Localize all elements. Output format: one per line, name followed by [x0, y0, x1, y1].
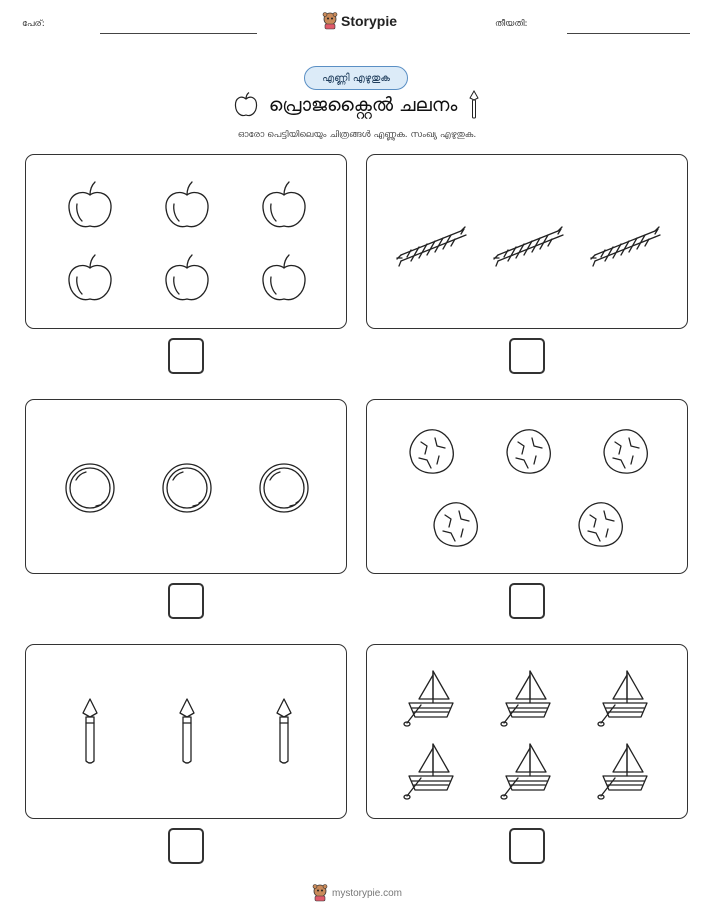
- rock-icon: [579, 503, 622, 546]
- rock-icon: [410, 430, 453, 473]
- count-box-spears: [25, 644, 347, 819]
- spear-icon: [83, 699, 97, 763]
- name-label: പേര്:: [22, 19, 45, 29]
- boats-group: [367, 645, 689, 820]
- sailboat-icon: [501, 671, 550, 726]
- sailboat-icon: [598, 671, 647, 726]
- answer-box-balls[interactable]: [168, 583, 204, 619]
- storypie-mascot-icon: [322, 12, 338, 30]
- balls-group: [26, 400, 348, 575]
- answer-box-apples[interactable]: [168, 338, 204, 374]
- apple-icon: [263, 255, 305, 300]
- spear-icon: [180, 699, 194, 763]
- apple-icon: [166, 255, 208, 300]
- sailboat-icon: [501, 744, 550, 799]
- rock-icon: [434, 503, 477, 546]
- sailboat-icon: [404, 744, 453, 799]
- date-write-line[interactable]: [567, 33, 690, 34]
- count-box-boats: [366, 644, 688, 819]
- date-label: തീയതി:: [495, 19, 528, 29]
- ball-icon: [163, 464, 211, 512]
- ropes-group: [367, 155, 689, 330]
- activity-badge: എണ്ണി എഴുതുക: [304, 66, 408, 90]
- footer-url: mystorypie.com: [331, 887, 402, 899]
- answer-box-rocks[interactable]: [509, 583, 545, 619]
- rope-icon: [591, 227, 660, 266]
- apple-icon: [233, 91, 259, 119]
- count-box-balls: [25, 399, 347, 574]
- ball-icon: [66, 464, 114, 512]
- apple-icon: [263, 182, 305, 227]
- apple-icon: [69, 182, 111, 227]
- brand-name: Storypie: [341, 13, 398, 29]
- instructions: ഓരോ പെട്ടിയിലെയും ചിത്രങ്ങൾ എണ്ണുക. സംഖ്യ എഴുതുക.: [237, 130, 477, 140]
- apple-icon: [69, 255, 111, 300]
- storypie-mascot-icon: [312, 884, 328, 902]
- sailboat-icon: [404, 671, 453, 726]
- answer-box-ropes[interactable]: [509, 338, 545, 374]
- answer-box-boats[interactable]: [509, 828, 545, 864]
- count-box-ropes: [366, 154, 688, 329]
- rope-icon: [397, 227, 466, 266]
- ball-icon: [260, 464, 308, 512]
- count-box-rocks: [366, 399, 688, 574]
- sailboat-icon: [598, 744, 647, 799]
- spears-group: [26, 645, 348, 820]
- title-row: [180, 92, 534, 118]
- brand-logo: [322, 12, 397, 30]
- apples-group: [26, 155, 348, 330]
- rock-icon: [507, 430, 550, 473]
- apple-icon: [166, 182, 208, 227]
- rock-icon: [604, 430, 647, 473]
- answer-box-spears[interactable]: [168, 828, 204, 864]
- spear-icon: [467, 90, 481, 120]
- rope-icon: [494, 227, 563, 266]
- spear-icon: [277, 699, 291, 763]
- rocks-group: [367, 400, 689, 575]
- count-box-apples: [25, 154, 347, 329]
- footer: [0, 884, 714, 902]
- name-write-line[interactable]: [100, 33, 257, 34]
- page-title: പ്രൊജക്റ്റൈൽ ചലനം: [268, 94, 458, 116]
